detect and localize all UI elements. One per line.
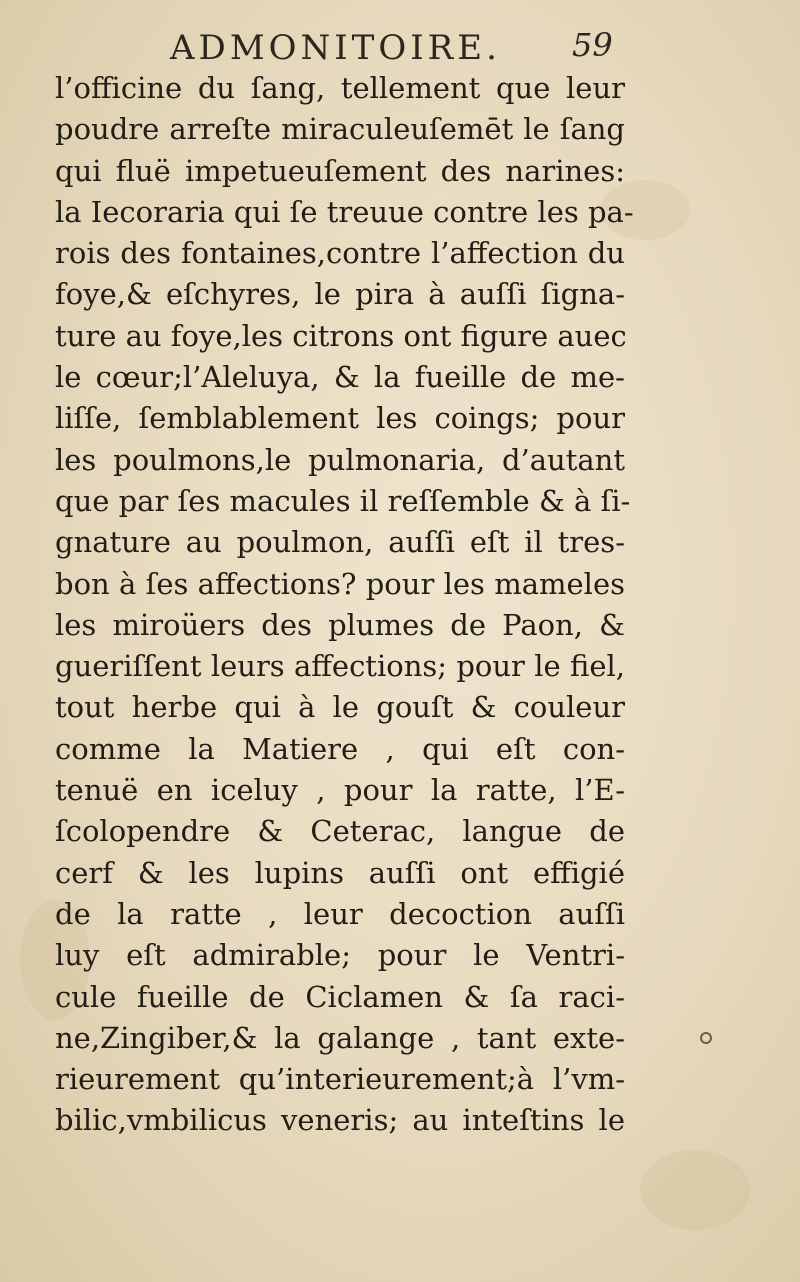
text-line: cule fueille de Ciclamen & ſa raci- [55,979,625,1014]
text-line: qui fluë impetueuſement des narines: [55,153,625,188]
text-line: bon à ſes affections? pour les mameles [55,566,625,601]
text-line: ſcolopendre & Ceterac, langue de [55,814,625,849]
text-line: ne,Zingiber,& la galange , tant exte- [55,1020,625,1055]
running-head: ADMONITOIRE. [170,28,501,68]
text-line: tenuë en iceluy , pour la ratte, l’E- [55,773,625,808]
text-line: ture au foye,les citrons ont figure auec [55,318,627,353]
text-line: les poulmons,le pulmonaria, d’autant [55,442,625,477]
text-line: de la ratte , leur decoction auſſi [55,896,625,931]
text-line: bilic,vmbilicus veneris; au inteſtins le [55,1103,625,1138]
text-line: gueriſſent leurs affections; pour le fiel, [55,649,625,684]
paper-stain [640,1150,750,1230]
text-line: liſſe, ſemblablement les coings; pour [55,401,625,436]
text-line: les miroüers des plumes de Paon, & [55,607,625,642]
text-line: cerf & les lupins auſſi ont effigié [55,855,625,890]
text-line: foye,& eſchyres, le pira à auſſi ſigna- [55,277,625,312]
ring-mark-icon [700,1032,712,1044]
body-text [55,68,634,1142]
page-number: 59 [572,26,613,64]
text-line: le cœur;l’Aleluya, & la fueille de me- [55,360,625,395]
text-line: que par ſes macules il reſſemble & à ſi- [55,483,631,518]
text-line: tout herbe qui à le gouſt & couleur [55,690,625,725]
text-line: la Iecoraria qui ſe treuue contre les pa- [55,194,634,229]
text-line: l’officine du ſang, tellement que leur [55,71,625,105]
text-line: luy eſt admirable; pour le Ventri- [55,938,625,973]
text-line: poudre arreſte miraculeuſemēt le ſang [55,112,625,147]
text-line: comme la Matiere , qui eſt con- [55,731,625,766]
text-line: gnature au poulmon, auſſi eſt il tres- [55,525,625,560]
text-line: rois des fontaines,contre l’affection du [55,236,625,271]
text-line: rieurement qu’interieurement;à l’vm- [55,1062,625,1097]
